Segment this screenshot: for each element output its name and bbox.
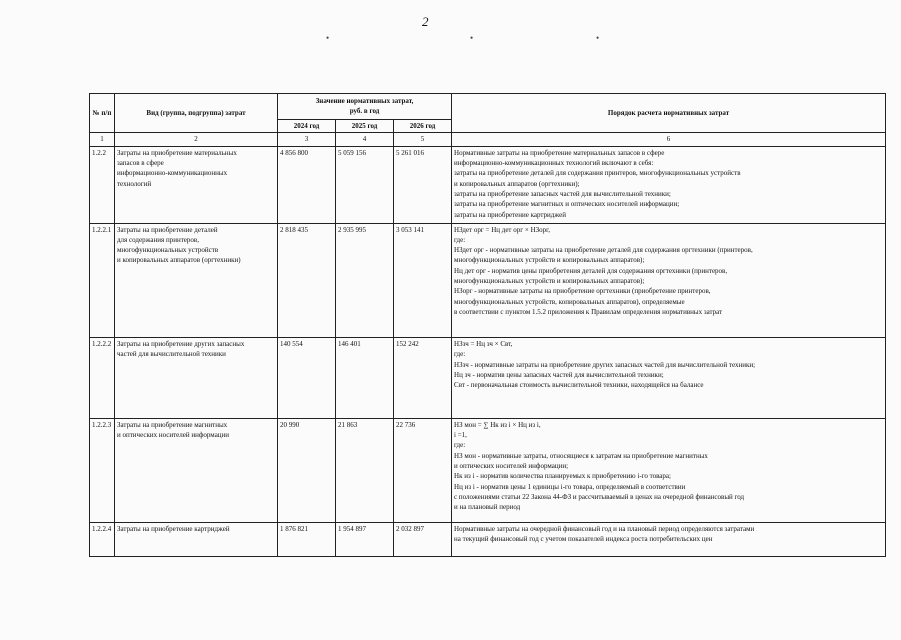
row-num: 1.2.2 [90, 146, 115, 223]
header-value-line1: Значение нормативных затрат, [315, 96, 414, 105]
row-order-line: Нц дет орг - норматив цены приобретения деталей для содержания оргтехники (принтеров, [454, 266, 728, 275]
row-order-line: Нц зч - норматив цены запасных частей для вычислительной техники; [454, 370, 664, 379]
row-value-2024: 1 876 821 [278, 523, 336, 557]
header-kind: Вид (группа, подгруппа) затрат [115, 94, 278, 133]
row-order-line: Нормативные затраты на очередной финансовый год и на плановый период определяются затратами [454, 525, 755, 534]
row-num: 1.2.2.2 [90, 338, 115, 419]
page-number: 2 [422, 14, 429, 29]
row-value-2026: 5 261 016 [394, 146, 452, 223]
row-order-line: НЗзч - нормативные затраты на приобретение других запасных частей для вычислительной техники; [454, 360, 756, 369]
table-row [90, 223, 886, 338]
row-value-2026: 3 053 141 [394, 223, 452, 338]
row-order-line: НЗдет орг = Нц дет орг × НЗорг, [454, 225, 550, 234]
row-num: 1.2.2.3 [90, 418, 115, 522]
row-order-line: затраты на приобретение деталей для содержания принтеров, многофункциональных устройств [454, 169, 741, 178]
col-number: 4 [336, 133, 394, 147]
header-num: № п/п [90, 94, 115, 133]
row-value-2026: 2 032 897 [394, 523, 452, 557]
row-order [452, 523, 886, 557]
header-year-2025: 2025 год [336, 119, 394, 133]
header-year-2026: 2026 год [394, 119, 452, 133]
row-kind-line: для содержания принтеров, [117, 235, 199, 244]
table-row [90, 418, 886, 522]
row-order-line: где: [454, 350, 466, 359]
row-kind-line: многофункциональных устройств [117, 246, 219, 255]
row-kind-line: информационно-коммуникационных [117, 169, 228, 178]
header-order: Порядок расчета нормативных затрат [452, 94, 886, 133]
row-order-line: Свт - первоначальная стоимость вычислительной техники, находящейся на балансе [454, 381, 704, 390]
row-order-line: информационно-коммуникационных технологий включают в себя: [454, 159, 654, 168]
row-value-2026: 22 736 [394, 418, 452, 522]
row-order-line: затраты на приобретение запасных частей для вычислительной техники; [454, 189, 671, 198]
table-row [90, 523, 886, 557]
row-kind [115, 523, 278, 557]
row-value-2025: 5 059 156 [336, 146, 394, 223]
row-kind-line: Затраты на приобретение магнитных [117, 420, 228, 429]
row-order [452, 223, 886, 338]
row-order-line: и оптических носителей информации; [454, 462, 569, 471]
row-kind-line: запасов в сфере [117, 159, 164, 168]
row-kind-line: Затраты на приобретение деталей [117, 225, 218, 234]
row-order-line: НЗдет орг - нормативные затраты на приобретение деталей для содержания оргтехники (принтеров, [454, 246, 753, 255]
row-kind-line: Затраты на приобретение картриджей [117, 525, 230, 534]
row-value-2024: 20 990 [278, 418, 336, 522]
row-order-line: НЗ мон = ∑ Нк из i × Нц из i, [454, 420, 541, 429]
row-order [452, 338, 886, 419]
table-row [90, 338, 886, 419]
row-order-line: с положениями статьи 22 Закона 44-ФЗ и рассчитываемый в ценах на очередной финансовый год [454, 492, 745, 501]
row-num: 1.2.2.4 [90, 523, 115, 557]
row-order-line: i =1, [454, 431, 467, 440]
row-order-line: затраты на приобретение магнитных и оптических носителей информации; [454, 200, 680, 209]
row-order-line: в соответствии с пунктом 1.5.2 приложения к Правилам определения нормативных затрат [454, 307, 723, 316]
row-kind-line: частей для вычислительной техники [117, 350, 226, 359]
row-kind-line: и оптических носителей информации [117, 431, 230, 440]
row-order [452, 418, 886, 522]
header-value-line2: руб. в год [349, 107, 380, 116]
row-order-line: затраты на приобретение картриджей [454, 210, 566, 219]
col-number: 6 [452, 133, 886, 147]
row-order-line: многофункциональных устройств и копировальных аппаратов); [454, 256, 645, 265]
scan-speck: • [470, 33, 474, 43]
col-number: 5 [394, 133, 452, 147]
col-number: 1 [90, 133, 115, 147]
row-kind [115, 146, 278, 223]
row-order-line: и копировальных аппаратов (оргтехники); [454, 179, 580, 188]
row-order-line: Нк из i - норматив количества планируемых к приобретению i-го товара; [454, 472, 671, 481]
row-kind-line: Затраты на приобретение других запасных [117, 340, 245, 349]
row-kind-line: и копировальных аппаратов (оргтехники) [117, 256, 241, 265]
row-value-2024: 140 554 [278, 338, 336, 419]
scan-speck: • [326, 33, 330, 43]
row-value-2024: 4 856 800 [278, 146, 336, 223]
row-order-line: НЗ мон - нормативные затраты, относящиеся к затратам на приобретение магнитных [454, 451, 708, 460]
row-order-line: НЗорг - нормативные затраты на приобретение оргтехники (приобретение принтеров, [454, 287, 711, 296]
row-value-2025: 1 954 897 [336, 523, 394, 557]
row-kind-line: Затраты на приобретение материальных [117, 148, 237, 157]
row-value-2026: 152 242 [394, 338, 452, 419]
scan-speck: • [596, 33, 600, 43]
header-value-group [278, 94, 452, 120]
row-order-line: Нц из i - норматив цены 1 единицы i-го товара, определяемый в соответствии [454, 482, 686, 491]
row-order [452, 146, 886, 223]
col-number: 3 [278, 133, 336, 147]
row-order-line: многофункциональных устройств и копировальных аппаратов); [454, 277, 645, 286]
row-kind [115, 418, 278, 522]
row-order-line: многофункциональных устройств, копировальных аппаратов), определяемые [454, 297, 685, 306]
row-num: 1.2.2.1 [90, 223, 115, 338]
row-order-line: на текущий финансовый год с учетом показателей индекса роста потребительских цен [454, 535, 713, 544]
row-value-2025: 146 401 [336, 338, 394, 419]
row-order-line: НЗзч = Нц зч × Свт, [454, 340, 513, 349]
row-order-line: где: [454, 235, 466, 244]
row-kind [115, 223, 278, 338]
header-year-2024: 2024 год [278, 119, 336, 133]
row-value-2025: 21 863 [336, 418, 394, 522]
row-order-line: Нормативные затраты на приобретение материальных запасов в сфере [454, 148, 665, 157]
row-kind [115, 338, 278, 419]
table-row [90, 146, 886, 223]
row-order-line: и на плановый период [454, 503, 521, 512]
cost-norms-table [89, 93, 886, 557]
row-value-2024: 2 818 435 [278, 223, 336, 338]
row-value-2025: 2 935 995 [336, 223, 394, 338]
row-kind-line: технологий [117, 179, 152, 188]
row-order-line: где: [454, 441, 466, 450]
col-number: 2 [115, 133, 278, 147]
